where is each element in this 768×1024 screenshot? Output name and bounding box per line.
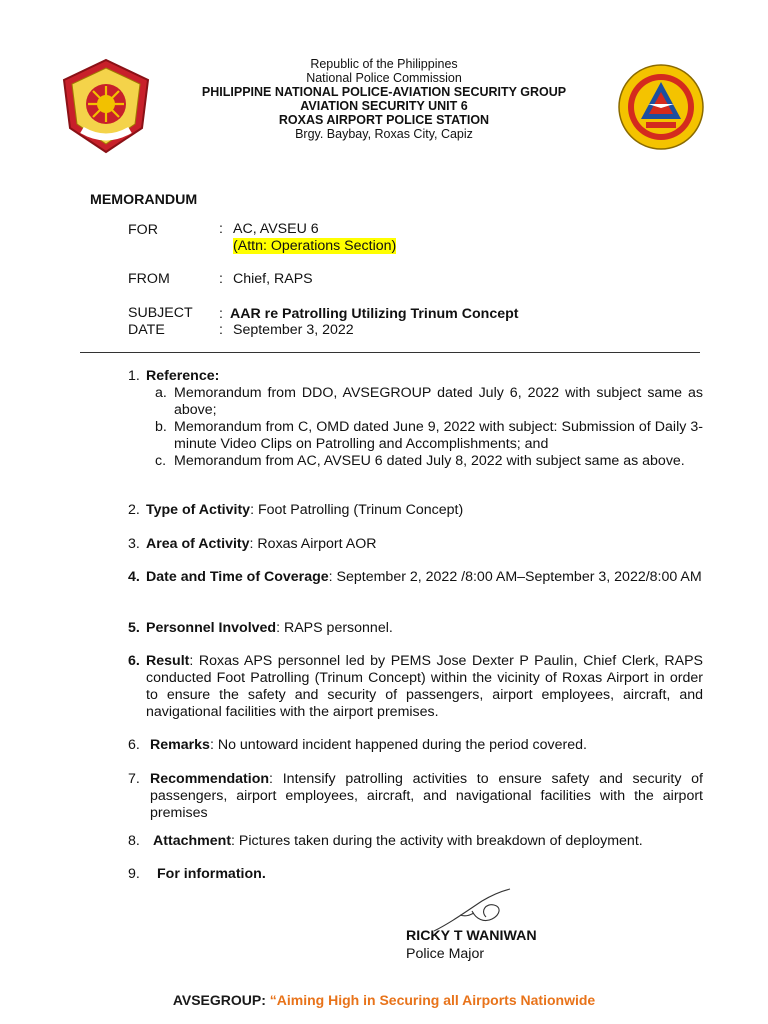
item2-number: 2. — [128, 502, 140, 518]
header-pnp-avsegroup: PHILIPPINE NATIONAL POLICE-AVIATION SECURITY GROUP — [201, 85, 567, 99]
item4-title: Date and Time of Coverage — [146, 569, 329, 585]
header-unit: AVIATION SECURITY UNIT 6 — [300, 99, 468, 113]
item7-paragraph — [150, 771, 703, 822]
footer-motto — [0, 992, 768, 1008]
item6b-text: : No untoward incident happened during the period covered. — [209, 737, 587, 753]
item6b-paragraph — [150, 737, 706, 754]
date-colon: : — [219, 322, 223, 338]
subject-label: SUBJECT — [128, 305, 193, 321]
subject-value: AAR re Patrolling Utilizing Trinum Concept — [230, 306, 519, 322]
item5-number: 5. — [128, 620, 140, 636]
item9-number: 9. — [128, 866, 140, 882]
attn-highlight: (Attn: Operations Section) — [233, 238, 397, 254]
for-value: AC, AVSEU 6 — [233, 221, 319, 237]
item8-number: 8. — [128, 833, 140, 849]
item2-text: : Foot Patrolling (Trinum Concept) — [250, 502, 464, 518]
item7-title: Recommendation — [150, 771, 270, 787]
item6b-title: Remarks — [150, 737, 210, 753]
item6-text: : Roxas APS personnel led by PEMS Jose Dexter P Paulin, Chief Clerk, RAPS conducted Foot Patrolling (Trinum Concept) within the vicinity of Roxas Airport in order to ensure the safety and security of passengers, airport employees, aircraft, and navigational facilities with the airport premises. — [146, 653, 703, 720]
item8-paragraph — [153, 833, 706, 850]
item3-title: Area of Activity — [146, 536, 250, 552]
item4-text: : September 2, 2022 /8:00 AM–September 3, 2022/8:00 AM — [328, 569, 702, 585]
for-attn — [233, 238, 396, 254]
item7-number: 7. — [128, 771, 140, 787]
item3-text: : Roxas Airport AOR — [249, 536, 377, 552]
item5-paragraph — [146, 620, 706, 637]
ref-b-text: Memorandum from C, OMD dated June 9, 2022 with subject: Submission of Daily 3-minute Video Clips on Patrolling and Accomplishments; and — [174, 419, 703, 452]
item5-text: : RAPS personnel. — [276, 620, 393, 636]
item1-title: Reference: — [146, 368, 220, 384]
item6-number: 6. — [128, 653, 140, 669]
item6-title: Result — [146, 653, 190, 669]
date-label: DATE — [128, 322, 165, 338]
item3-number: 3. — [128, 536, 140, 552]
from-label: FROM — [128, 271, 170, 287]
item1-number: 1. — [128, 368, 140, 384]
item4-number: 4. — [128, 569, 140, 585]
ref-a-letter: a. — [155, 385, 167, 401]
from-value: Chief, RAPS — [233, 271, 313, 287]
signatory-rank: Police Major — [406, 946, 485, 962]
item7-text: : Intensify patrolling activities to ensure safety and security of passengers, airport employees, aircraft, and navigational facilities with the airport premises — [150, 771, 703, 821]
header-address: Brgy. Baybay, Roxas City, Capiz — [295, 127, 473, 141]
item8-text: : Pictures taken during the activity with breakdown of deployment. — [231, 833, 643, 849]
header-station: ROXAS AIRPORT POLICE STATION — [278, 113, 490, 127]
item5-title: Personnel Involved — [146, 620, 277, 636]
memo-title: MEMORANDUM — [90, 192, 198, 208]
item3-paragraph — [146, 536, 706, 553]
item2-title: Type of Activity — [146, 502, 251, 518]
item6b-number: 6. — [128, 737, 140, 753]
item9-title: For information. — [157, 866, 266, 882]
footer-prefix: AVSEGROUP: — [172, 992, 266, 1008]
header-republic: Republic of the Philippines — [310, 57, 458, 71]
item2-paragraph — [146, 502, 706, 519]
ref-c-text: Memorandum from AC, AVSEU 6 dated July 8, 2022 with subject same as above. — [174, 453, 685, 469]
for-label: FOR — [128, 222, 158, 238]
footer-tagline: “Aiming High in Securing all Airports Nationwide — [265, 992, 596, 1008]
date-value: September 3, 2022 — [233, 322, 354, 338]
header-napolcom: National Police Commission — [306, 71, 462, 85]
item6-paragraph — [146, 653, 703, 721]
ref-b-letter: b. — [155, 419, 167, 435]
item8-title: Attachment — [153, 833, 232, 849]
from-colon: : — [219, 271, 223, 287]
signatory-name: RICKY T WANIWAN — [406, 928, 537, 944]
subject-colon: : — [219, 306, 223, 322]
ref-c-letter: c. — [155, 453, 167, 469]
ref-a-text: Memorandum from DDO, AVSEGROUP dated July 6, 2022 with subject same as above; — [174, 385, 703, 418]
for-colon: : — [219, 221, 223, 237]
separator-line — [80, 352, 700, 353]
item4-paragraph — [146, 569, 703, 586]
